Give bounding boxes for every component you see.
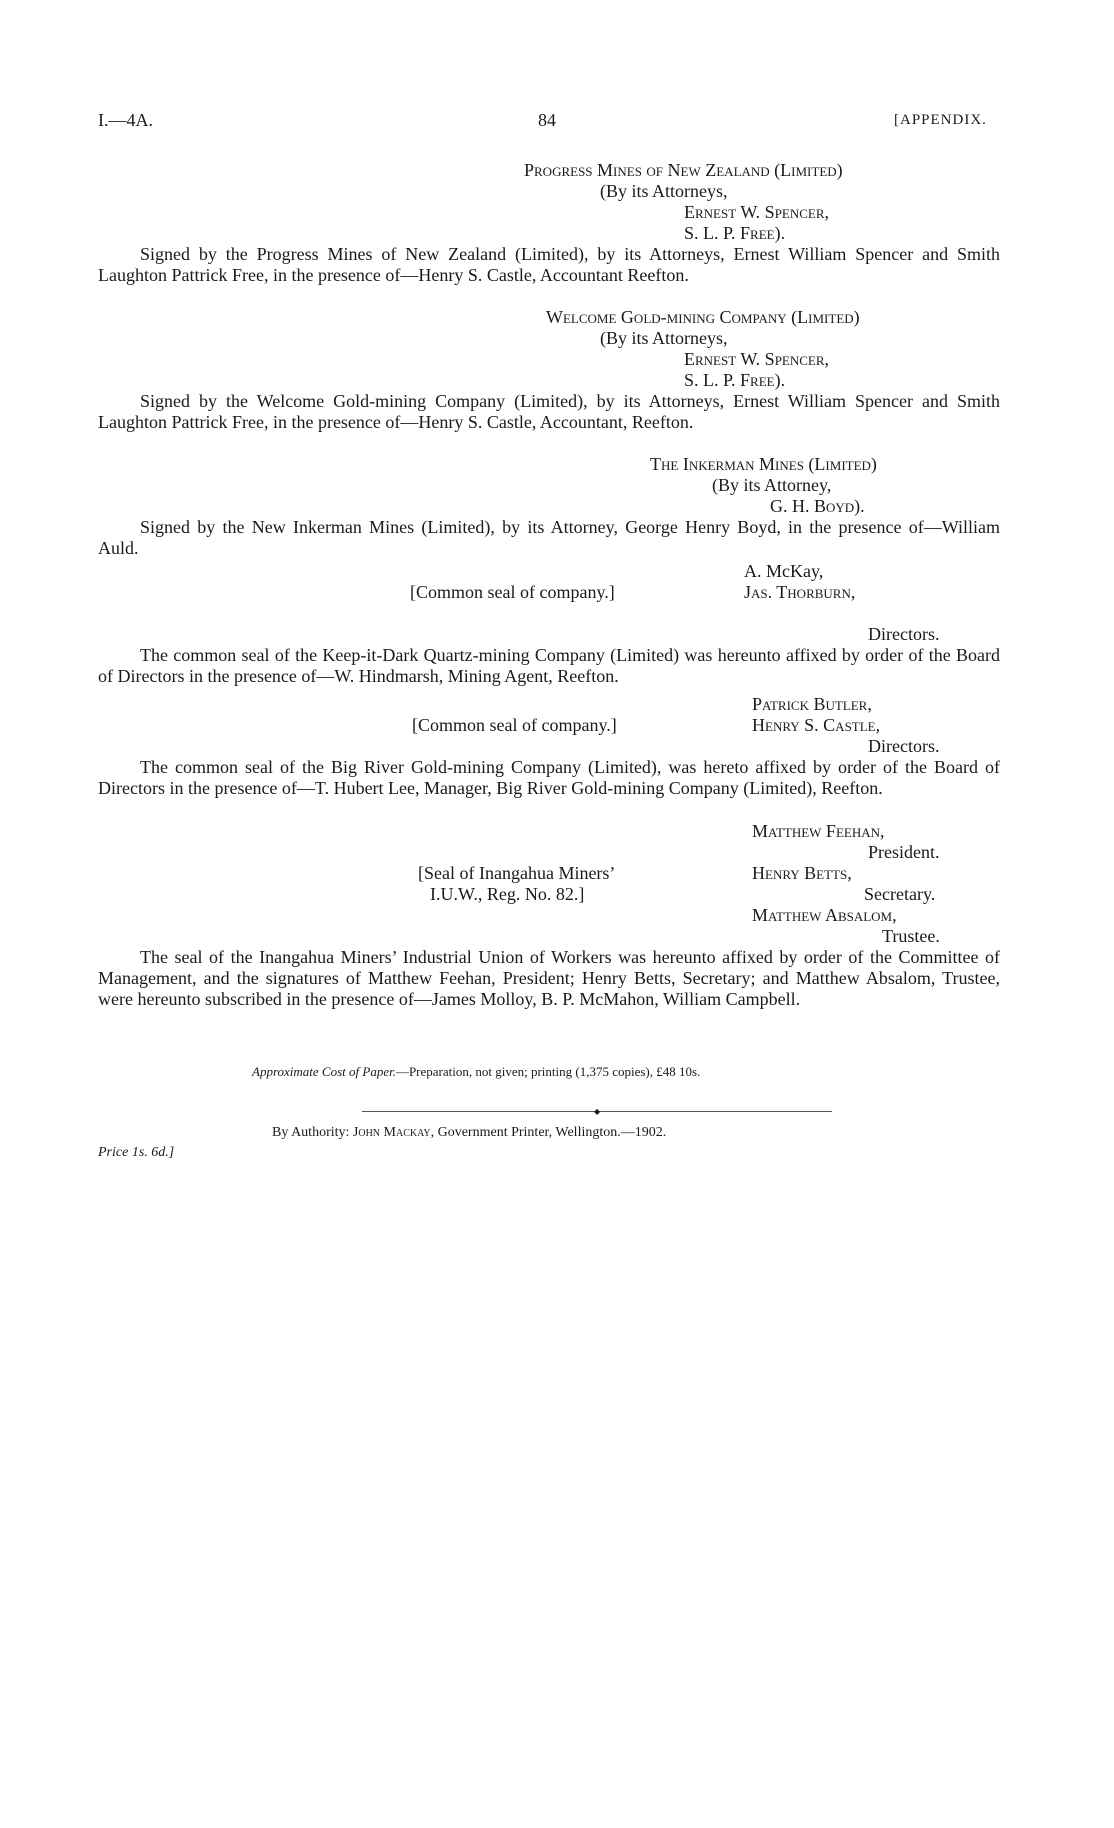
union-role-3: Trustee. — [882, 926, 940, 946]
bigriver-seal: [Common seal of company.] — [412, 715, 617, 735]
progress-attorney-1: Ernest W. Spencer, — [684, 202, 830, 222]
union-seal-line-1: [Seal of Inangahua Miners’ — [418, 863, 616, 883]
authority-prefix: By Authority: — [272, 1125, 350, 1140]
progress-signed-paragraph: Signed by the Progress Mines of New Zealand (Limited), by its Attorneys, Ernest William Spencer and Smith Laughton Pattrick Free, in the presence of—Henry S. Castle, Accountant Reefton. — [98, 244, 1000, 285]
bigriver-director-2: Henry S. Castle, — [752, 715, 881, 735]
progress-attorney-2: S. L. P. Free). — [684, 223, 786, 243]
inkerman-attorney: G. H. Boyd). — [770, 496, 865, 516]
union-seal-line-2: I.U.W., Reg. No. 82.] — [430, 884, 585, 904]
price: Price 1s. 6d.] — [98, 1145, 175, 1160]
page-number: 84 — [538, 110, 556, 130]
keep-director-1: A. McKay, — [744, 561, 824, 581]
welcome-by-attorneys: (By its Attorneys, — [600, 328, 728, 348]
inkerman-signed-paragraph: Signed by the New Inkerman Mines (Limited), by its Attorney, George Henry Boyd, in the presence of—William Auld. — [98, 517, 1000, 558]
union-seal-paragraph: The seal of the Inangahua Miners’ Industrial Union of Workers was hereunto affixed by order of the Committee of Management, and the signatures of Matthew Feehan, President; Henry Betts, Secretary; and Matthew Absalom, Trustee, were hereunto subscribed in the presence of—James Molloy, B. P. McMahon, William Campbell. — [98, 947, 1000, 1009]
bigriver-seal-paragraph: The common seal of the Big River Gold-mining Company (Limited), was hereto affixed by order of the Board of Directors in the presence of—T. Hubert Lee, Manager, Big River Gold-mining Company (Limited), Reefton. — [98, 757, 1000, 798]
appendix-label: [APPENDIX. — [894, 112, 987, 128]
welcome-attorney-1: Ernest W. Spencer, — [684, 349, 830, 369]
union-role-1: President. — [868, 842, 940, 862]
welcome-company-name: Welcome Gold-mining Company (Limited) — [546, 307, 860, 327]
welcome-signed-paragraph: Signed by the Welcome Gold-mining Company (Limited), by its Attorneys, Ernest William Spencer and Smith Laughton Pattrick Free, in the presence of—Henry S. Castle, Accountant, Reefton. — [98, 391, 1000, 432]
authority-line — [272, 1125, 666, 1141]
printer-name: John Mackay — [352, 1125, 431, 1140]
progress-company-name: Progress Mines of New Zealand (Limited) — [524, 160, 843, 180]
authority-suffix: , Government Printer, Wellington.—1902. — [430, 1125, 667, 1140]
keep-directors-role: Directors. — [868, 624, 940, 644]
union-signer-3: Matthew Absalom, — [752, 905, 897, 925]
inkerman-by-attorney: (By its Attorney, — [712, 475, 832, 495]
progress-by-attorneys: (By its Attorneys, — [600, 181, 728, 201]
keep-seal-paragraph: The common seal of the Keep-it-Dark Quartz-mining Company (Limited) was hereunto affixed by order of the Board of Directors in the presence of—W. Hindmarsh, Mining Agent, Reefton. — [98, 645, 1000, 686]
inkerman-company-name: The Inkerman Mines (Limited) — [650, 454, 877, 474]
cost-text: —Preparation, not given; printing (1,375 copies), £48 10s. — [395, 1064, 701, 1079]
bigriver-directors-role: Directors. — [868, 736, 940, 756]
union-signer-2: Henry Betts, — [752, 863, 852, 883]
keep-director-2: Jas. Thorburn, — [744, 582, 856, 602]
cost-of-paper-line — [252, 1064, 700, 1080]
union-role-2: Secretary. — [864, 884, 936, 904]
page-ref: I.—4A. — [98, 110, 153, 130]
keep-seal: [Common seal of company.] — [410, 582, 615, 602]
bigriver-director-1: Patrick Butler, — [752, 694, 872, 714]
welcome-attorney-2: S. L. P. Free). — [684, 370, 786, 390]
rule-ornament: ◆ — [594, 1107, 601, 1116]
cost-label: Approximate Cost of Paper. — [252, 1064, 396, 1079]
union-signer-1: Matthew Feehan, — [752, 821, 885, 841]
